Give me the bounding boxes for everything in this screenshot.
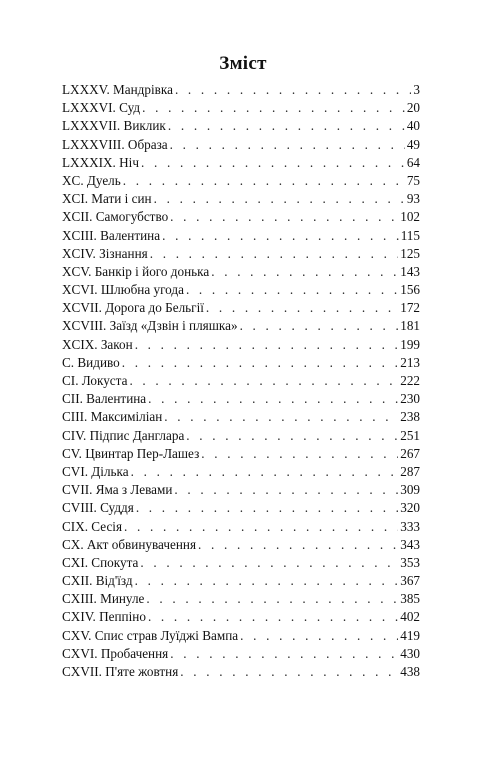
toc-dot-leader: [198, 536, 398, 554]
toc-entry-title: XCII. Самогубство: [62, 209, 169, 225]
toc-page-number: 320: [400, 500, 420, 516]
toc-entry: [62, 172, 420, 190]
toc-entry: [62, 518, 420, 536]
toc-entry-title: LXXXVII. Виклик: [62, 118, 166, 134]
toc-dot-leader: [164, 408, 398, 426]
toc-entry-title: XC. Дуель: [62, 172, 121, 188]
toc-entry: [62, 408, 420, 426]
toc-entry: [62, 154, 420, 172]
toc-page-number: 143: [400, 263, 420, 279]
toc-dot-leader: [240, 317, 399, 335]
toc-page-number: 230: [400, 391, 420, 407]
toc-dot-leader: [142, 99, 405, 117]
toc-dot-leader: [174, 481, 398, 499]
toc-entry: [62, 208, 420, 226]
toc-entry-title: XCVII. Дорога до Бельгії: [62, 300, 204, 316]
toc-page-number: 93: [406, 191, 420, 207]
toc-page-number: 64: [406, 154, 420, 170]
toc-dot-leader: [170, 208, 398, 226]
toc-entry: [62, 281, 420, 299]
toc-dot-leader: [211, 263, 398, 281]
toc-entry: [62, 572, 420, 590]
toc-page-number: 419: [400, 627, 420, 643]
table-of-contents: [62, 81, 420, 681]
toc-page-number: 222: [400, 373, 420, 388]
toc-entry: [62, 390, 420, 408]
toc-page-number: 385: [400, 591, 420, 607]
toc-entry: [62, 536, 420, 554]
toc-page-number: 115: [400, 227, 420, 243]
toc-dot-leader: [175, 81, 411, 99]
toc-dot-leader: [186, 427, 398, 445]
toc-entry: [62, 227, 420, 245]
toc-dot-leader: [154, 190, 405, 208]
toc-entry-title: XCIX. Закон: [62, 336, 133, 352]
toc-dot-leader: [180, 663, 398, 681]
toc-page-number: 353: [400, 554, 420, 570]
toc-entry-title: XCI. Мати і син: [62, 191, 152, 207]
toc-dot-leader: [140, 554, 398, 572]
toc-entry-title: CIII. Максиміліан: [62, 409, 163, 425]
toc-dot-leader: [135, 572, 399, 590]
toc-entry: [62, 663, 420, 681]
toc-entry-title: CXIII. Минуле: [62, 591, 145, 607]
toc-entry: [62, 190, 420, 208]
toc-page-number: 75: [406, 172, 420, 188]
toc-dot-leader: [150, 245, 399, 263]
toc-entry: [62, 372, 420, 390]
toc-page-number: 430: [400, 645, 420, 661]
toc-entry-title: CIX. Сесія: [62, 518, 123, 534]
toc-dot-leader: [201, 445, 398, 463]
toc-page-number: 40: [406, 118, 420, 134]
toc-page-number: 181: [400, 318, 420, 334]
toc-dot-leader: [141, 154, 405, 172]
toc-entry-title: CVI. Ділька: [62, 463, 129, 479]
toc-dot-leader: [135, 336, 399, 354]
toc-page-number: 309: [400, 482, 420, 498]
toc-entry: [62, 590, 420, 608]
toc-page-number: 343: [400, 536, 420, 552]
toc-page-number: 102: [400, 209, 420, 225]
toc-page-number: 367: [400, 573, 420, 589]
toc-dot-leader: [123, 172, 405, 190]
toc-dot-leader: [129, 372, 398, 390]
toc-entry-title: CXVI. Пробачення: [62, 645, 169, 661]
toc-page-number: 251: [400, 427, 420, 443]
toc-entry: [62, 245, 420, 263]
toc-entry: [62, 99, 420, 117]
toc-dot-leader: [131, 463, 399, 481]
toc-page-number: 438: [400, 664, 420, 679]
toc-entry-title: CXV. Спис страв Луїджі Вампа: [62, 627, 239, 643]
toc-dot-leader: [148, 608, 398, 626]
toc-dot-leader: [162, 227, 399, 245]
toc-entry-title: CVII. Яма з Левами: [62, 482, 173, 498]
toc-entry: [62, 81, 420, 99]
toc-entry-title: CXI. Спокута: [62, 554, 139, 570]
toc-entry: [62, 317, 420, 335]
toc-entry: [62, 263, 420, 281]
toc-page-number: 238: [400, 409, 420, 425]
toc-dot-leader: [148, 390, 398, 408]
toc-entry: [62, 481, 420, 499]
toc-entry-title: LXXXVI. Суд: [62, 100, 141, 116]
toc-entry: [62, 645, 420, 663]
toc-page-number: 49: [406, 136, 420, 152]
toc-entry: [62, 499, 420, 517]
toc-dot-leader: [122, 354, 398, 372]
toc-dot-leader: [206, 299, 398, 317]
toc-entry: [62, 299, 420, 317]
toc-page-number: 267: [400, 445, 420, 461]
toc-entry-title: CII. Валентина: [62, 391, 147, 407]
page-title: Зміст: [219, 53, 267, 74]
toc-dot-leader: [186, 281, 398, 299]
toc-page-number: 172: [400, 300, 420, 316]
toc-dot-leader: [170, 136, 405, 154]
toc-entry-title: CXVII. П'яте жовтня: [62, 664, 179, 679]
toc-entry-title: CIV. Підпис Данглара: [62, 427, 185, 443]
toc-dot-leader: [136, 499, 398, 517]
toc-entry: [62, 117, 420, 135]
toc-entry-title: CX. Акт обвинувачення: [62, 536, 197, 552]
toc-dot-leader: [240, 627, 398, 645]
toc-page-number: 3: [413, 82, 420, 97]
toc-entry-title: LXXXV. Мандрівка: [62, 82, 173, 97]
toc-page-number: 20: [406, 100, 420, 116]
toc-page-number: 125: [400, 245, 420, 261]
toc-page-number: 156: [400, 282, 420, 298]
toc-entry-title: XCV. Банкір і його донька: [62, 263, 210, 279]
toc-entry: [62, 445, 420, 463]
toc-entry-title: С. Видиво: [62, 354, 120, 370]
toc-entry-title: CVIII. Суддя: [62, 500, 134, 516]
toc-dot-leader: [124, 518, 398, 536]
toc-entry: [62, 136, 420, 154]
toc-entry: [62, 336, 420, 354]
toc-entry: [62, 608, 420, 626]
toc-entry: [62, 627, 420, 645]
toc-entry: [62, 354, 420, 372]
toc-page-number: 402: [400, 609, 420, 625]
toc-entry-title: XCIII. Валентина: [62, 227, 161, 243]
toc-page-number: 199: [400, 336, 420, 352]
toc-entry-title: CXIV. Пеппіно: [62, 609, 146, 625]
toc-page-number: 333: [400, 518, 420, 534]
toc-dot-leader: [170, 645, 398, 663]
toc-dot-leader: [168, 117, 405, 135]
toc-entry-title: CXII. Від'їзд: [62, 573, 133, 589]
toc-entry-title: LXXXIX. Ніч: [62, 154, 139, 170]
toc-entry-title: XCVIII. Заїзд «Дзвін і пляшка»: [62, 318, 238, 334]
toc-entry-title: LXXXVIII. Образа: [62, 136, 168, 152]
toc-dot-leader: [146, 590, 398, 608]
toc-entry: [62, 463, 420, 481]
toc-entry: [62, 427, 420, 445]
toc-entry-title: XCIV. Зізнання: [62, 245, 148, 261]
toc-entry-title: XCVI. Шлюбна угода: [62, 282, 184, 298]
toc-page-number: 213: [400, 354, 420, 370]
toc-entry: [62, 554, 420, 572]
toc-page-number: 287: [400, 463, 420, 479]
toc-entry-title: CV. Цвинтар Пер-Лашез: [62, 445, 200, 461]
toc-entry-title: CI. Локуста: [62, 373, 128, 388]
